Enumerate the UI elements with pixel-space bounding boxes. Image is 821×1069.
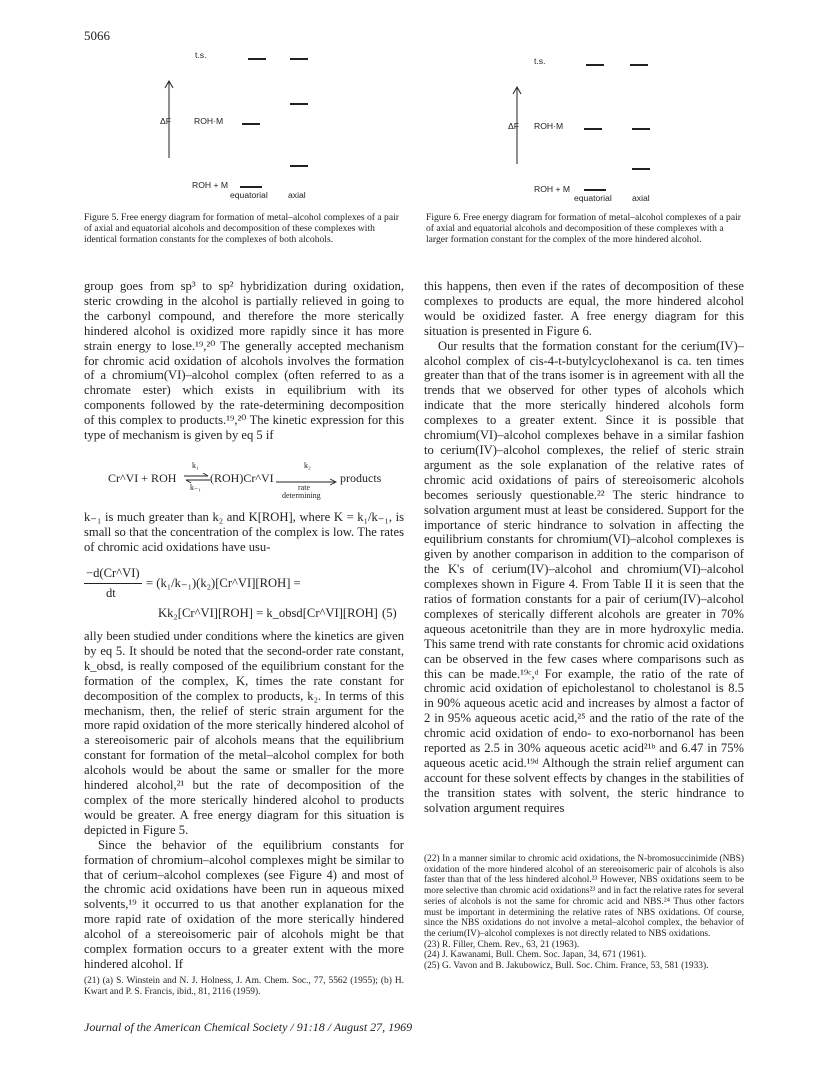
fig6-delta-f-label: ΔF bbox=[508, 121, 519, 131]
footnote-24: (24) J. Kawanami, Bull. Chem. Soc. Japan, 34, 671 (1961). bbox=[424, 950, 647, 961]
fig5-reactants-label: ROH + M bbox=[192, 180, 229, 190]
mechanism-equation bbox=[108, 461, 398, 501]
fig5-delta-f-label: ΔF bbox=[160, 116, 171, 126]
fig6-ts-label: t.s. bbox=[534, 56, 546, 66]
right-paragraph-2: Our results that the formation constant for the cerium(IV)–alcohol complex of cis-4-t-butylcyclohexanol is ca. ten times greater than that of the trans isomer is in agreement with all the trends that we observed for other types of alcohols which indicate that the more sterically hindered alcohols form complexes to a greater extent. Since it is possible that chromium(VI)–alcohol complexes behave in a similar fashion to cerium(IV)–alcohol complexes, the relief of steric strain argument as the sole explanation of the relative rates of chromic acid oxidations of pairs of stereoisomeric alcohols becomes seriously questionable.²² The steric hindrance to solvation argument must at least be considered. Support for the importance of steric hindrance to solvation in affecting the equilibrium constants for chromium(VI)–alcohol complexes is given by another comparison in addition to the comparison of the K's of cerium(IV)–alcohol and chromium(VI)–alcohol complexes shown in Figure 4. From Table II it is seen that the ratios of formation constants for a pair of cerium(IV)–alcohol complexes of sterically different alcohols are greater in 70% aqueous acetonitrile than they are in more hydroxylic media. This same trend with rate constants for chromic acid oxidations can be observed in the few cases where comparisons such as this can be made.¹⁹ᶜ,ᵈ For example, the ratio of the rate of chromic acid oxidation of epicholestanol to cholestanol is 8.5 in 90% aqueous acetic acid and increases by almost a factor of 2 in 95% aqueous acetic acid,²⁵ and the ratio of the rate of the chromic acid oxidation of endo- to exo-norbornanol has been reported as 2.5 in 30% aqueous acetic acid²¹ᵇ and 6.47 in 75% aqueous acetic acid.¹⁹ᵈ Although the strain relief argument can account for these solvent effects by changes in the stabilities of the transition states with solvent, the steric hindrance to solvation argument requires bbox=[424, 338, 745, 815]
fig5-complex-axial-level bbox=[290, 165, 308, 167]
fig6-axial-label: axial bbox=[632, 193, 650, 203]
footnote-21-text: (21) (a) S. Winstein and N. J. Holness, J. Am. Chem. Soc., 77, 5562 (1955); (b) H. Kwart and P. S. Francis, ibid., 81, 2116 (1959). bbox=[84, 976, 404, 997]
figure-6-caption: Figure 6. Free energy diagram for formation of metal–alcohol complexes of a pair of axial and equatorial alcohols and decomposition of these complexes with a larger formation constant for the complex of the more hindered alcohol. bbox=[426, 212, 741, 246]
eq5-line-2: Kk₂[Cr^VI][ROH] = k_obsd[Cr^VI][ROH] bbox=[158, 606, 378, 620]
fig5-ts-equatorial-level bbox=[248, 58, 266, 60]
fig6-ts-axial-level bbox=[630, 64, 648, 66]
footnote-21 bbox=[84, 976, 404, 997]
fig6-reactants-label: ROH + M bbox=[534, 184, 571, 194]
left-column-text-1 bbox=[84, 279, 404, 443]
footnote-23: (23) R. Filler, Chem. Rev., 63, 21 (1963). bbox=[424, 939, 580, 950]
eq5-numerator: −d(Cr^VI) bbox=[86, 566, 140, 580]
eq5-fraction-bar bbox=[84, 583, 142, 584]
fig5-ts-label: t.s. bbox=[195, 50, 207, 60]
left-paragraph-4: Since the behavior of the equilibrium constants for formation of chromium–alcohol complexes might be similar to that of cerium–alcohol complexes (see Figure 4) and most of the chromic acid oxidations have been run in aqueous mixed solvents,¹⁹ it occurred to us that another explanation for the more rapid rate of oxidation of the more sterically hindered alcohol of a stereoisomeric pair of alcohols might be that complex formation occurs to a greater extent with the more hindered alcohol. If bbox=[84, 837, 404, 971]
eq-products: products bbox=[340, 471, 382, 485]
left-paragraph-3: ally been studied under conditions where the kinetics are given by eq 5. It should be noted that the second-order rate constant, k_obsd, is really composed of the equilibrium constant for the formation of the complex, K, times the rate constant for decomposition of the complex to products, k₂. In terms of this mechanism, then, the relief of steric strain argument for the more rapid oxidation of the more sterically hindered alcohol of a stereoisomeric pair of alcohols means that the equilibrium constant for formation of the metal–alcohol complex for both alcohols would be about the same or smaller for the more hindered alcohol,²¹ but the rate of decomposition of the complex of the more sterically hindered alcohol to products would be greater. A free energy diagram for this situation is depicted in Figure 5. bbox=[84, 629, 404, 837]
eq5-number: (5) bbox=[382, 606, 397, 620]
figure-6 bbox=[508, 50, 768, 210]
fig5-mid-axial-level bbox=[290, 103, 308, 105]
fig6-reactant-level bbox=[584, 189, 606, 191]
page-number: 5066 bbox=[84, 28, 110, 43]
figure-5 bbox=[150, 48, 410, 208]
eq-km1-label: k₋₁ bbox=[190, 483, 202, 492]
fig6-lower-axial-level bbox=[632, 168, 650, 170]
footnote-22: (22) In a manner similar to chromic acid oxidations, the N-bromosuccinimide (NBS) oxidation of the more hindered alcohol of an stereoisomeric pair of alcohols is also faster than that of the less hindered alcohol.²³ However, NBS oxidations seem to be more selective than chromic acid oxidations²³ and in fact the relative rates for several series of alcohols is not the same for chromic acid and NBS.²⁴ Thus other factors must be important in determining the relative rates of NBS oxidations. Of course, since the NBS oxidations do not involve a metal–alcohol complex, the behavior of the cerium(IV)–alcohol complexes is not directly related to NBS oxidations. bbox=[424, 854, 744, 939]
eq-complex: (ROH)Cr^VI bbox=[210, 471, 274, 485]
left-paragraph-2: k₋₁ is much greater than k₂ and K[ROH], where K = k₁/k₋₁, is small so that the concentration of the complex is low. The rates of chromic acid oxidations have usu- bbox=[84, 510, 404, 554]
eq-reactants: Cr^VI + ROH bbox=[108, 471, 177, 485]
figure-5-caption: Figure 5. Free energy diagram for formation of metal–alcohol complexes of a pair of axial and equatorial alcohols and decomposition of these complexes with identical formation constants for the complexes of both alcohols. bbox=[84, 212, 399, 246]
fig5-equatorial-label: equatorial bbox=[230, 190, 268, 200]
fig6-complex-label: ROH·M bbox=[534, 121, 564, 131]
fig6-equatorial-label: equatorial bbox=[574, 193, 612, 203]
right-paragraph-1: this happens, then even if the rates of decomposition of these complexes to products are equal, the more hindered alcohol would be oxidized faster. A free energy diagram for this situation is presented in Figure 6. bbox=[424, 279, 744, 338]
fig5-reactant-level bbox=[240, 186, 262, 188]
footnote-25: (25) G. Vavon and B. Jakubowicz, Bull. Soc. Chim. France, 53, 581 (1933). bbox=[424, 961, 709, 972]
left-paragraph-1: group goes from sp³ to sp² hybridization during oxidation, steric crowding in the alcohol is partially relieved in going to the carbonyl compound, and therefore the more sterically hindered alcohol is oxidized more rapidly since it has more strain energy to lose.¹⁹,²⁰ The generally accepted mechanism for chromic acid oxidation of alcohols involves the formation of a chromium(VI)–alcohol complex (often referred to as a chromate ester) which exists in equilibrium with its components followed by the rate-determining decomposition of this complex to products.¹⁹,²⁰ The kinetic expression for this type of mechanism is given by eq 5 if bbox=[84, 279, 404, 443]
left-column-text-2 bbox=[84, 510, 404, 555]
rate-equation-5 bbox=[84, 566, 404, 624]
eq-k1-label: k₁ bbox=[192, 461, 199, 470]
left-column-text-3 bbox=[84, 629, 404, 972]
fig5-complex-equatorial-level bbox=[242, 123, 260, 125]
fig6-ts-equatorial-level bbox=[586, 64, 604, 66]
fig5-axial-label: axial bbox=[288, 190, 306, 200]
fig5-ts-axial-level bbox=[290, 58, 308, 60]
eq-k2-label: k₂ bbox=[304, 461, 311, 470]
fig6-complex-equatorial-level bbox=[584, 128, 602, 130]
eq-determining-label: determining bbox=[282, 491, 321, 500]
right-footnotes bbox=[424, 854, 744, 972]
fig5-complex-label: ROH·M bbox=[194, 116, 224, 126]
journal-footer: Journal of the American Chemical Society / 91:18 / August 27, 1969 bbox=[84, 1020, 413, 1034]
fig6-complex-axial-level bbox=[632, 128, 650, 130]
eq-rate-label: rate bbox=[298, 483, 310, 492]
eq5-denominator: dt bbox=[106, 586, 116, 600]
eq5-line-1: = (k₁/k₋₁)(k₂)[Cr^VI][ROH] = bbox=[146, 576, 301, 590]
right-column-text bbox=[424, 279, 744, 816]
